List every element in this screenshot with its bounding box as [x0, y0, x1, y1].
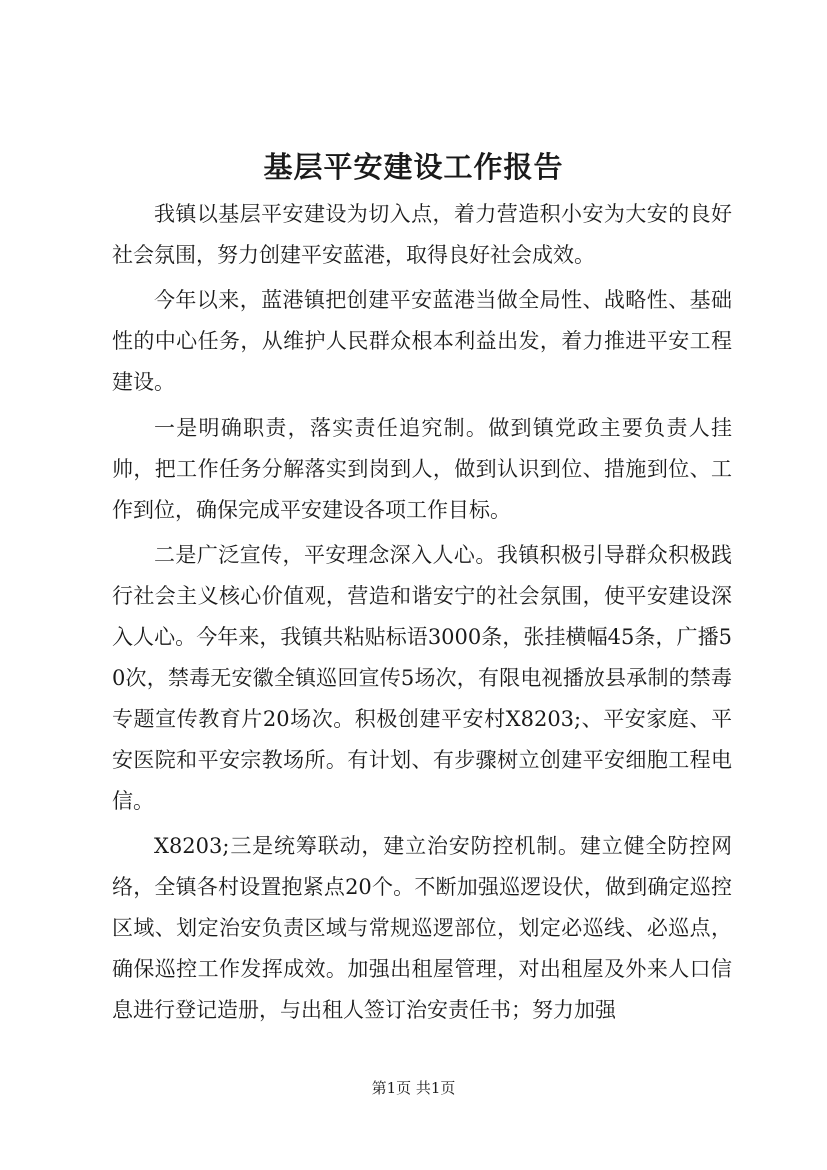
document-title: 基层平安建设工作报告 — [263, 150, 564, 184]
page-footer: 第1页 共1页 — [371, 1079, 456, 1097]
document-body — [112, 194, 732, 1035]
paragraph-overview: 今年以来，蓝港镇把创建平安蓝港当做全局性、战略性、基础性的中心任务，从维护人民群众根本利益出发，着力推进平安工程建设。 — [112, 288, 732, 395]
paragraph-coordination: X8203;三是统筹联动，建立治安防控机制。建立健全防控网络，全镇各村设置抱紧点20个。不断加强巡逻设伏，做到确定巡控区域、划定治安负责区域与常规巡逻部位，划定必巡线、必巡点，确保巡控工作发挥成效。加强出租屋管理，对出租屋及外来人口信息进行登记造册，与出租人签订治安责任书；努力加强 — [112, 834, 732, 1023]
paragraph-publicity: 二是广泛宣传，平安理念深入人心。我镇积极引导群众积极践行社会主义核心价值观，营造和谐安宁的社会氛围，使平安建设深入人心。今年来，我镇共粘贴标语3000条，张挂横幅45条，广播50次，禁毒无安徽全镇巡回宣传5场次，有限电视播放县承制的禁毒专题宣传教育片20场次。积极创建平安村X8203;、平安家庭、平安医院和平安宗教场所。有计划、有步骤树立创建平安细胞工程电信。 — [112, 542, 732, 813]
paragraph-responsibility: 一是明确职责，落实责任追究制。做到镇党政主要负责人挂帅，把工作任务分解落实到岗到人，做到认识到位、措施到位、工作到位，确保完成平安建设各项工作目标。 — [112, 415, 732, 522]
paragraph-intro: 我镇以基层平安建设为切入点，着力营造积小安为大安的良好社会氛围，努力创建平安蓝港，取得良好社会成效。 — [112, 202, 732, 267]
